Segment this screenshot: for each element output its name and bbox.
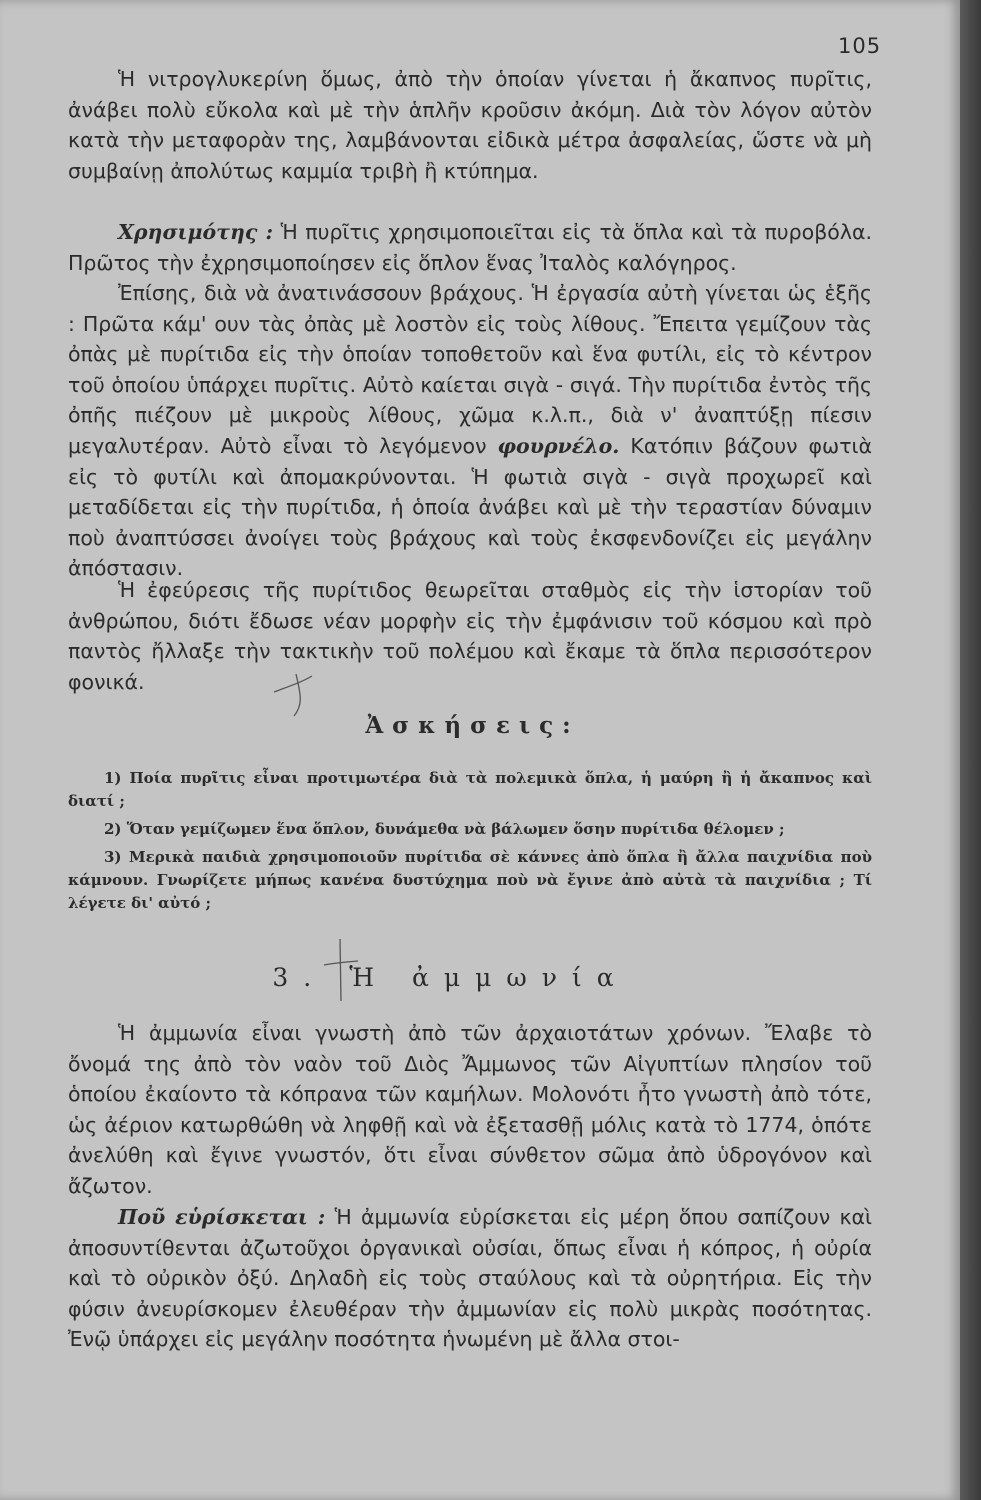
occurrence-label: Ποῦ εὑρίσκεται : [118,1205,326,1229]
paragraph-nitroglycerin: Ἡ νιτρογλυκερίνη ὅμως, ἀπὸ τὴν ὁποίαν γίνεται ἡ ἄκαπνος πυρῖτις, ἀνάβει πολὺ εὔκολα καὶ μὲ τὴν ἁπλῆν κροῦσιν ἀκόμη. Διὰ τὸν λόγον αὐτὸν κατὰ τὴν μεταφορὰν της, λαμβάνονται εἰδικὰ μέτρα ἀσφαλείας, ὥστε νὰ μὴ συμβαίνῃ ἀπολύτως καμμία τριβὴ ἢ κτύπημα. [68,67,872,183]
exercise-item: 1) Ποία πυρῖτις εἶναι προτιμωτέρα διὰ τὰ πολεμικὰ ὅπλα, ἡ μαύρη ἢ ἡ ἄκαπνος καὶ διατί ; [68,769,872,810]
paragraph-usage [68,217,872,278]
page-number: 105 [838,34,882,58]
exercises-list [68,767,872,920]
occurrence-text: Ἡ ἀμμωνία εὑρίσκεται εἰς μέρη ὅπου σαπίζουν καὶ ἀποσυντίθενται ἀζωτοῦχοι ὀργανικαὶ οὐσίαι, ὅπως εἶναι ἡ κόπρος, ἡ οὐρία καὶ τὸ οὐρικὸν ὀξύ. Δηλαδὴ εἰς τοὺς σταύλους καὶ τὰ οὐρητήρια. Εἰς τὴν φύσιν ἀνευρίσκομεν ἐλευθέραν τὴν ἀμμωνίαν εἰς πολὺ μικρὰς ποσότητας. Ἐνῷ ὑπάρχει εἰς μεγάλην ποσότητα ἡνωμένη μὲ ἄλλα στοι- [68,1205,872,1352]
blasting-text-b: Κατόπιν βάζουν φωτιὰ εἰς τὸ φυτίλι καὶ ἀπομακρύνονται. Ἡ φωτιὰ σιγὰ - σιγὰ προχωρεῖ καὶ μεταδίδεται εἰς τὴν πυρίτιδα, ἡ ὁποία ἀνάβει καὶ μὲ τὴν τεραστίαν δύναμιν ποὺ ἀναπτύσσει ἀνοίγει τοὺς βράχους καὶ τοὺς ἐκσφενδονίζει εἰς μεγάλην ἀπόστασιν. [68,433,872,581]
blasting-term: φουρνέλο. [497,433,620,458]
paragraph-invention: Ἡ ἐφεύρεσις τῆς πυρίτιδος θεωρεῖται σταθμὸς εἰς τὴν ἱστορίαν τοῦ ἀνθρώπου, διότι ἔδωσε νέαν μορφὴν εἰς τὴν ἐμφάνισιν τοῦ κόσμου καὶ πρὸ παντὸς ἤλλαξε τὴν τακτικὴν τοῦ πολέμου καὶ ἔκαμε τὰ ὅπλα περισσότερον φονικά. [68,578,872,694]
paragraph-blasting [68,278,872,584]
usage-label: Χρησιμότης : [118,220,274,244]
blasting-text-a: Ἐπίσης, διὰ νὰ ἀνατινάσσουν βράχους. Ἡ ἐργασία αὐτὴ γίνεται ὡς ἑξῆς : Πρῶτα κάμ' ουν τὰς ὀπὰς μὲ λοστὸν εἰς τοὺς λίθους. Ἔπειτα γεμίζουν τὰς ὀπὰς μὲ πυρίτιδα εἰς τὴν ὁποίαν τοποθετοῦν καὶ ἕνα φυτίλι, εἰς τὸ κέντρον τοῦ ὁποίου ὑπάρχει πυρῖτις. Αὐτὸ καίεται σιγὰ - σιγά. Τὴν πυρίτιδα ἐντὸς τῆς ὀπῆς πιέζουν μὲ μικροὺς λίθους, χῶμα κ.λ.π., διὰ ν' ἀναπτύξῃ πίεσιν μεγαλυτέραν. Αὐτὸ εἶναι τὸ λεγόμενον [68,281,872,458]
usage-text: Ἡ πυρῖτις χρησιμοποιεῖται εἰς τὰ ὅπλα καὶ τὰ πυροβόλα. Πρῶτος τὴν ἐχρησιμοποίησεν εἰς ὅπλον ἕνας Ἰταλὸς καλόγηρος. [68,220,872,275]
page-edge-shadow [960,0,981,1500]
section-heading: 3. Ἡ ἀμμωνία [272,963,629,992]
exercise-item: 2) Ὅταν γεμίζωμεν ἕνα ὅπλον, δυνάμεθα νὰ βάλωμεν ὅσην πυρίτιδα θέλομεν ; [104,820,785,838]
exercises-heading: Ἀσκήσεις: [365,712,580,739]
paragraph-ammonia-history: Ἡ ἀμμωνία εἶναι γνωστὴ ἀπὸ τῶν ἀρχαιοτάτων χρόνων. Ἔλαβε τὸ ὄνομά της ἀπὸ τὸν ναὸν τοῦ Διὸς Ἄμμωνος τῶν Αἰγυπτίων πλησίον τοῦ ὁποίου ἐκαίοντο τὰ κόπρανα τῶν καμήλων. Μολονότι ἦτο γνωστὴ ἀπὸ τότε, ὡς ἀέριον κατωρθώθη νὰ ληφθῇ καὶ νὰ ἐξετασθῇ μόλις κατὰ τὸ 1774, ὁπότε ἀνελύθη καὶ ἔγινε γνωστόν, ὅτι εἶναι σύνθετον σῶμα ἀπὸ ὑδρογόνον καὶ ἄζωτον. [68,1021,872,1198]
paragraph-ammonia-occurrence [68,1202,872,1355]
exercise-item: 3) Μερικὰ παιδιὰ χρησιμοποιοῦν πυρίτιδα σὲ κάννες ἀπὸ ὅπλα ἢ ἄλλα παιχνίδια ποὺ κάμνουν. Γνωρίζετε μήπως κανένα δυστύχημα ποὺ νὰ ἔγινε ἀπὸ αὐτὰ τὰ παιχνίδια ; Τί λέγετε δι' αὐτό ; [68,848,872,912]
